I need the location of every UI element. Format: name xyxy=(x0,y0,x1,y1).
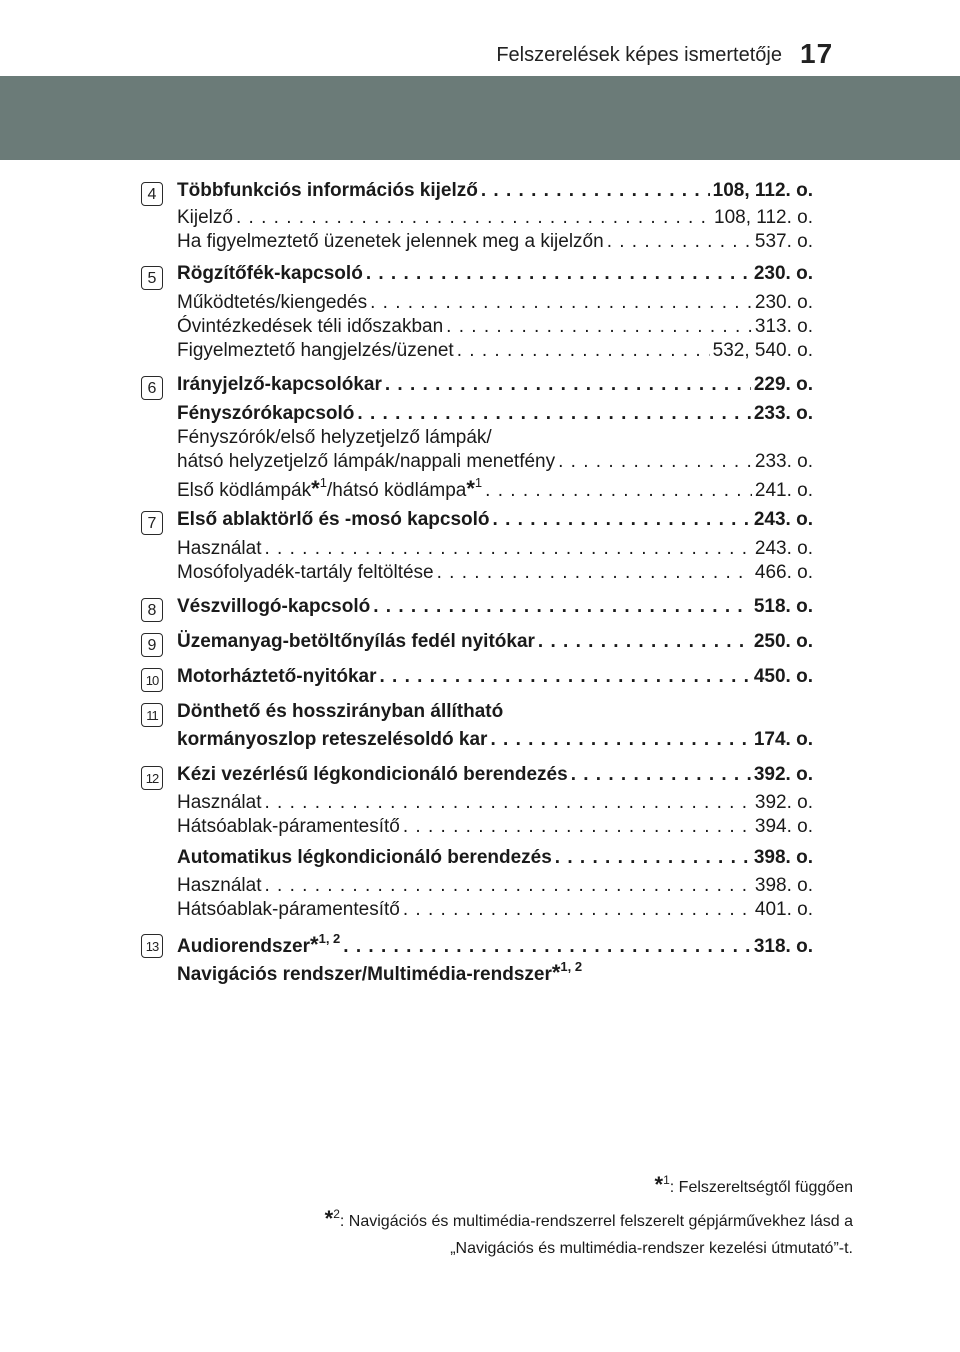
item-number-badge: 7 xyxy=(141,511,163,535)
dot-leader xyxy=(446,316,752,338)
index-subitem-row xyxy=(177,207,813,229)
index-heading-row xyxy=(177,631,813,653)
entry-label: Irányjelző-kapcsolókar xyxy=(177,374,382,395)
page-reference: 230. o. xyxy=(754,292,813,313)
entry-label: Működtetés/kiengedés xyxy=(177,292,368,313)
entry-label: Használat xyxy=(177,875,262,896)
entry-label: Dönthető és hosszirányban állítható xyxy=(177,701,504,722)
index-subitem-row xyxy=(177,231,813,253)
entry-label: Motorháztető-nyitókar xyxy=(177,666,377,687)
dot-leader xyxy=(265,875,752,897)
page-reference: 518. o. xyxy=(753,596,813,617)
dot-leader xyxy=(373,596,751,618)
index-subitem-row xyxy=(177,451,813,473)
item-number-badge: 8 xyxy=(141,598,163,622)
entry-label: Óvintézkedések téli időszakban xyxy=(177,316,444,337)
index-subitem-row xyxy=(177,792,813,814)
item-number-badge: 6 xyxy=(141,376,163,400)
page-reference: 392. o. xyxy=(753,764,813,785)
item-number-badge: 4 xyxy=(141,182,163,206)
page-reference: 392. o. xyxy=(754,792,813,813)
entry-label: hátsó helyzetjelző lámpák/nappali menetfény xyxy=(177,451,556,472)
page-reference: 450. o. xyxy=(753,666,813,687)
entry-label: Üzemanyag-betöltőnyílás fedél nyitókar xyxy=(177,631,535,652)
index-heading-row xyxy=(177,509,813,531)
header-band xyxy=(0,76,960,160)
entry-label: Használat xyxy=(177,792,262,813)
page-reference: 313. o. xyxy=(754,316,813,337)
index-subitem-row xyxy=(177,476,813,502)
entry-label: Ha figyelmeztető üzenetek jelennek meg a kijelzőn xyxy=(177,231,604,252)
dot-leader xyxy=(370,292,752,314)
footnote: *$^1$: Felszereltségtől függően xyxy=(654,1172,853,1197)
entry-label: Első ablaktörlő és -mosó kapcsoló xyxy=(177,509,490,530)
index-heading-row xyxy=(177,403,813,425)
index-subitem-row xyxy=(177,538,813,560)
page-number: 17 xyxy=(800,38,834,69)
index-heading-row xyxy=(177,729,813,751)
page-reference: 398. o. xyxy=(753,847,813,868)
page-reference: 241. o. xyxy=(754,480,813,501)
index-subitem-row xyxy=(177,816,813,838)
entry-label: Rögzítőfék-kapcsoló xyxy=(177,263,363,284)
item-number-badge: 13 xyxy=(141,934,163,958)
page-reference: 243. o. xyxy=(754,538,813,559)
dot-leader xyxy=(236,207,711,229)
page-reference: 108, 112. o. xyxy=(714,207,813,228)
page-reference: 318. o. xyxy=(753,936,813,957)
entry-label: Mosófolyadék-tartály feltöltése xyxy=(177,562,434,583)
footnote: „Navigációs és multimédia-rendszer kezelési útmutató”-t. xyxy=(450,1240,853,1257)
dot-leader xyxy=(493,509,751,531)
dot-leader xyxy=(265,538,752,560)
header-title: Felszerelések képes ismertetője xyxy=(496,44,782,66)
index-subitem-row xyxy=(177,340,813,362)
dot-leader xyxy=(607,231,752,253)
index-subitem-row xyxy=(177,875,813,897)
entry-label: Használat xyxy=(177,538,262,559)
entry-label: Figyelmeztető hangjelzés/üzenet xyxy=(177,340,454,361)
dot-leader xyxy=(457,340,710,362)
page-reference: 233. o. xyxy=(753,403,813,424)
dot-leader xyxy=(555,847,751,869)
index-subitem-row xyxy=(177,899,813,921)
entry-label: Automatikus légkondicionáló berendezés xyxy=(177,847,552,868)
entry-label: Audiorendszer*$^{1, 2}$ xyxy=(177,930,341,957)
index-heading-row xyxy=(177,596,813,618)
page-header xyxy=(0,0,960,76)
dot-leader xyxy=(265,792,752,814)
entry-label: Többfunkciós információs kijelző xyxy=(177,180,478,201)
entry-label: kormányoszlop reteszelésoldó kar xyxy=(177,729,488,750)
dot-leader xyxy=(366,263,751,285)
dot-leader xyxy=(558,451,752,473)
index-heading-row xyxy=(177,764,813,786)
item-number-badge: 12 xyxy=(141,766,163,790)
entry-label: Első ködlámpák*$^1$/hátsó ködlámpa*$^1$ xyxy=(177,474,483,501)
dot-leader xyxy=(403,816,752,838)
dot-leader xyxy=(403,899,752,921)
index-heading-row xyxy=(177,374,813,396)
page-reference: 243. o. xyxy=(753,509,813,530)
entry-label: Vészvillogó-kapcsoló xyxy=(177,596,371,617)
entry-label: Kézi vezérlésű légkondicionáló berendezés xyxy=(177,764,568,785)
index-heading-row xyxy=(177,180,813,202)
page-reference: 401. o. xyxy=(754,899,813,920)
item-number-badge: 10 xyxy=(141,668,163,692)
page-reference: 466. o. xyxy=(754,562,813,583)
dot-leader xyxy=(343,936,751,958)
index-heading-row xyxy=(177,932,813,958)
entry-label: Fényszórókapcsoló xyxy=(177,403,355,424)
dot-leader xyxy=(571,764,751,786)
dot-leader xyxy=(490,729,750,751)
entry-label: Navigációs rendszer/Multimédia-rendszer*$^{1, 2}$ xyxy=(177,958,583,985)
dot-leader xyxy=(357,403,750,425)
index-heading-row xyxy=(177,847,813,869)
page-reference: 394. o. xyxy=(754,816,813,837)
dot-leader xyxy=(437,562,752,584)
index-subitem-row xyxy=(177,292,813,314)
footnote: *$^2$: Navigációs és multimédia-rendszerrel felszerelt gépjárművekhez lásd a xyxy=(324,1206,853,1231)
page-reference: 174. o. xyxy=(753,729,813,750)
dot-leader xyxy=(485,480,752,502)
item-number-badge: 11 xyxy=(141,703,163,727)
page-reference: 537. o. xyxy=(754,231,813,252)
entry-label: Hátsóablak-páramentesítő xyxy=(177,816,400,837)
dot-leader xyxy=(481,180,710,202)
index-subitem-row xyxy=(177,562,813,584)
entry-label: Fényszórók/első helyzetjelző lámpák/ xyxy=(177,427,492,448)
dot-leader xyxy=(380,666,751,688)
index-heading-row xyxy=(177,263,813,285)
page-reference: 233. o. xyxy=(754,451,813,472)
entry-label: Kijelző xyxy=(177,207,233,228)
page-reference: 250. o. xyxy=(753,631,813,652)
page-reference: 230. o. xyxy=(753,263,813,284)
item-number-badge: 5 xyxy=(141,266,163,290)
dot-leader xyxy=(385,374,751,396)
entry-label: Hátsóablak-páramentesítő xyxy=(177,899,400,920)
footnotes xyxy=(325,1172,853,1266)
page-reference: 398. o. xyxy=(754,875,813,896)
dot-leader xyxy=(538,631,751,653)
page-reference: 532, 540. o. xyxy=(712,340,813,361)
item-number-badge: 9 xyxy=(141,633,163,657)
index-heading-row xyxy=(177,666,813,688)
page-reference: 229. o. xyxy=(753,374,813,395)
page-reference: 108, 112. o. xyxy=(712,180,813,201)
index-subitem-row xyxy=(177,316,813,338)
